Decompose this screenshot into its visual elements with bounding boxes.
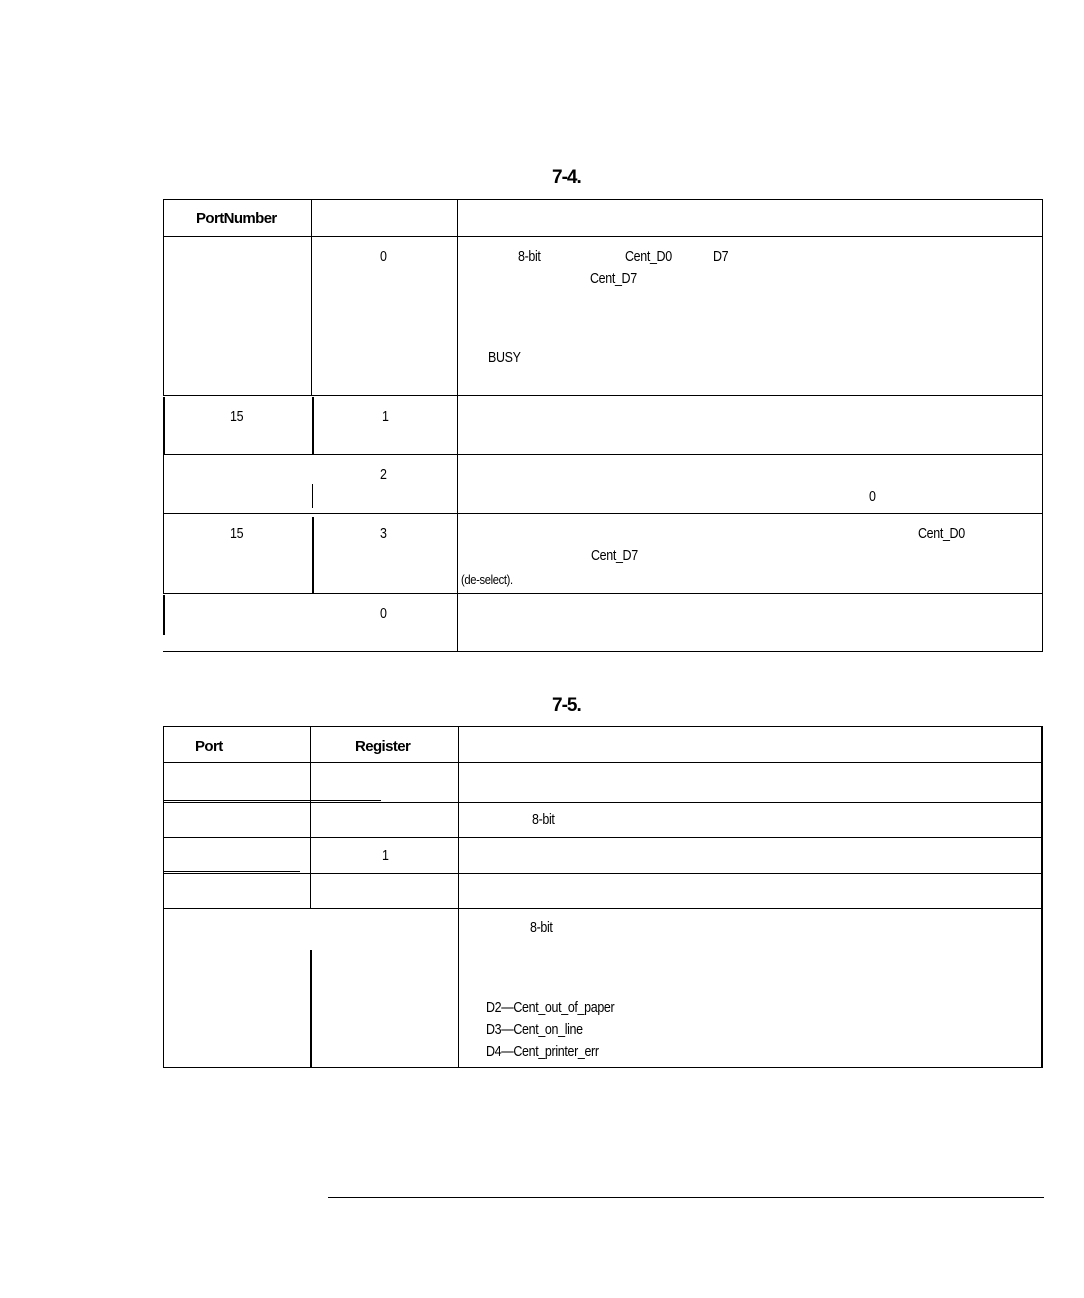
- register-value: 3: [380, 526, 387, 542]
- register-value: 1: [382, 848, 389, 864]
- desc-8bit: 8-bit: [530, 920, 553, 936]
- bit-d4: D4—Cent_printer_err: [486, 1044, 599, 1060]
- register-value: 0: [380, 249, 387, 265]
- table-7-5-caption: 7-5.: [552, 695, 581, 716]
- port-number-header: PortNumber: [196, 210, 277, 227]
- port-value: 15: [230, 409, 244, 425]
- register-header: Register: [355, 738, 411, 755]
- register-value: 1: [382, 409, 389, 425]
- port-header: Port: [195, 738, 223, 755]
- desc-busy: BUSY: [488, 350, 521, 366]
- desc-value: 0: [869, 489, 876, 505]
- port-value: 15: [230, 526, 244, 542]
- bit-d2: D2—Cent_out_of_paper: [486, 1000, 615, 1016]
- register-value: 2: [380, 467, 387, 483]
- bit-d3: D3—Cent_on_line: [486, 1022, 583, 1038]
- desc-8bit: 8-bit: [518, 249, 541, 265]
- desc-deselect: (de-select).: [461, 572, 513, 587]
- desc-8bit: 8-bit: [532, 812, 555, 828]
- desc-cent-d0: Cent_D0: [625, 249, 672, 265]
- desc-cent-d0: Cent_D0: [918, 526, 965, 542]
- desc-d7: D7: [713, 249, 729, 265]
- desc-cent-d7: Cent_D7: [591, 548, 638, 564]
- footer-rule: [328, 1197, 1044, 1198]
- table-7-4-caption: 7-4.: [552, 167, 581, 188]
- desc-cent-d7: Cent_D7: [590, 271, 637, 287]
- register-value: 0: [380, 606, 387, 622]
